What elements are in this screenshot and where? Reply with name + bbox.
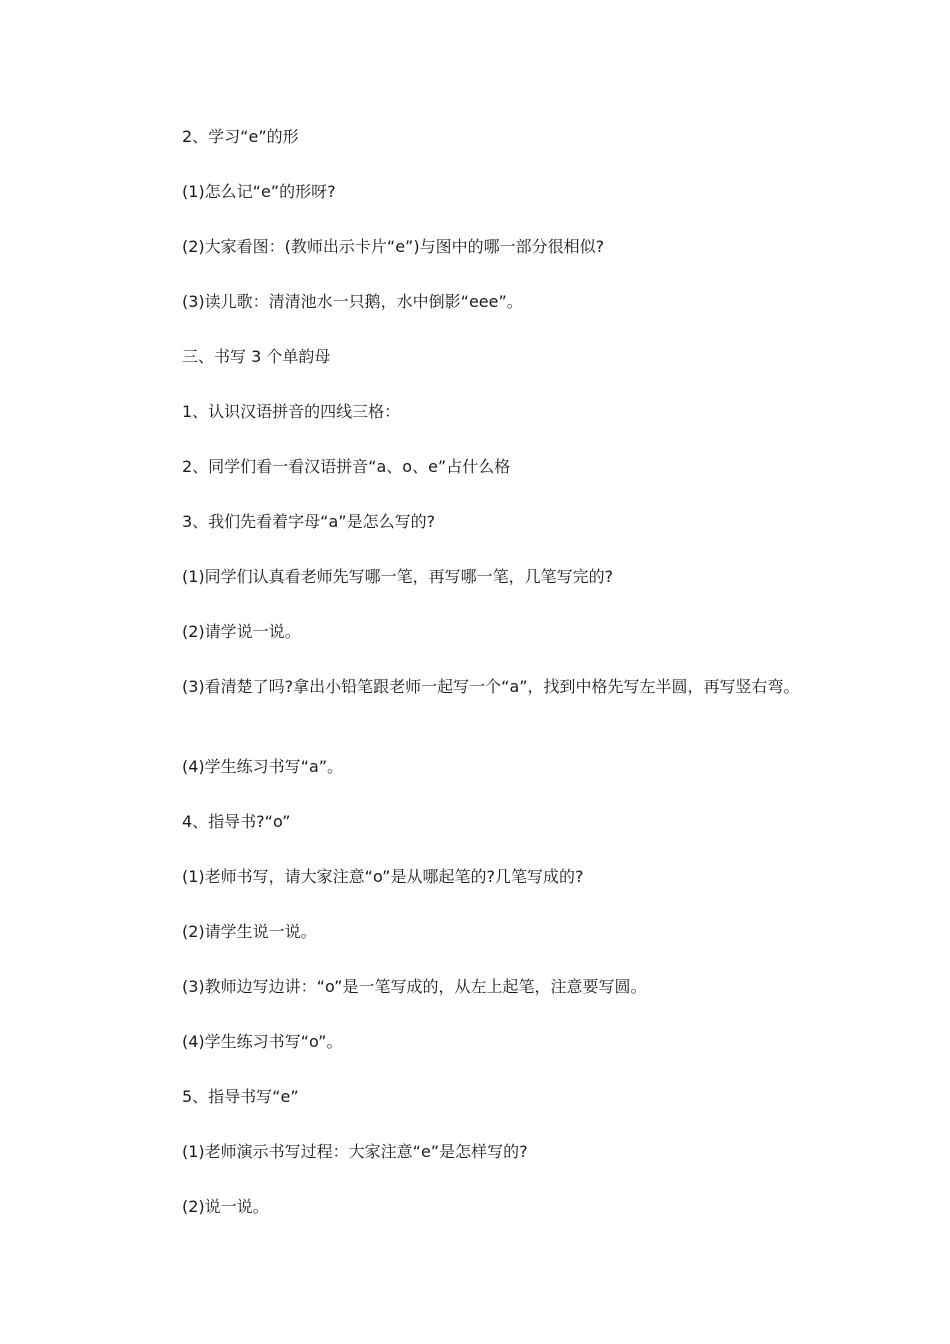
paragraph: (3)看清楚了吗?拿出小铅笔跟老师一起写一个“a”，找到中格先写左半圆，再写竖右弯。	[182, 677, 800, 696]
paragraph: (2)请学说一说。	[182, 622, 301, 641]
paragraph: (4)学生练习书写“o”。	[182, 1032, 343, 1051]
paragraph: 3、我们先看着字母“a”是怎么写的?	[182, 512, 436, 531]
paragraph: (3)读儿歌：清清池水一只鹅，水中倒影“eee”。	[182, 292, 523, 311]
paragraph: 4、指导书?“o”	[182, 812, 291, 831]
section-heading: 三、书写 3 个单韵母	[182, 347, 331, 366]
paragraph: (3)教师边写边讲：“o”是一笔写成的，从左上起笔，注意要写圆。	[182, 977, 647, 996]
paragraph: 1、认识汉语拼音的四线三格：	[182, 402, 401, 421]
paragraph: (2)请学生说一说。	[182, 922, 317, 941]
paragraph: (1)怎么记“e”的形呀?	[182, 182, 336, 201]
paragraph: 2、学习“e”的形	[182, 127, 299, 146]
paragraph: (1)同学们认真看老师先写哪一笔，再写哪一笔，几笔写完的?	[182, 567, 614, 586]
paragraph: (1)老师书写，请大家注意“o”是从哪起笔的?几笔写成的?	[182, 867, 584, 886]
paragraph: 2、同学们看一看汉语拼音“a、o、e”占什么格	[182, 457, 511, 476]
paragraph: (2)大家看图：(教师出示卡片“e”)与图中的哪一部分很相似?	[182, 237, 605, 256]
paragraph: 5、指导书写“e”	[182, 1087, 299, 1106]
paragraph: (2)说一说。	[182, 1197, 269, 1216]
paragraph: (1)老师演示书写过程：大家注意“e”是怎样写的?	[182, 1142, 528, 1161]
paragraph: (4)学生练习书写“a”。	[182, 757, 344, 776]
